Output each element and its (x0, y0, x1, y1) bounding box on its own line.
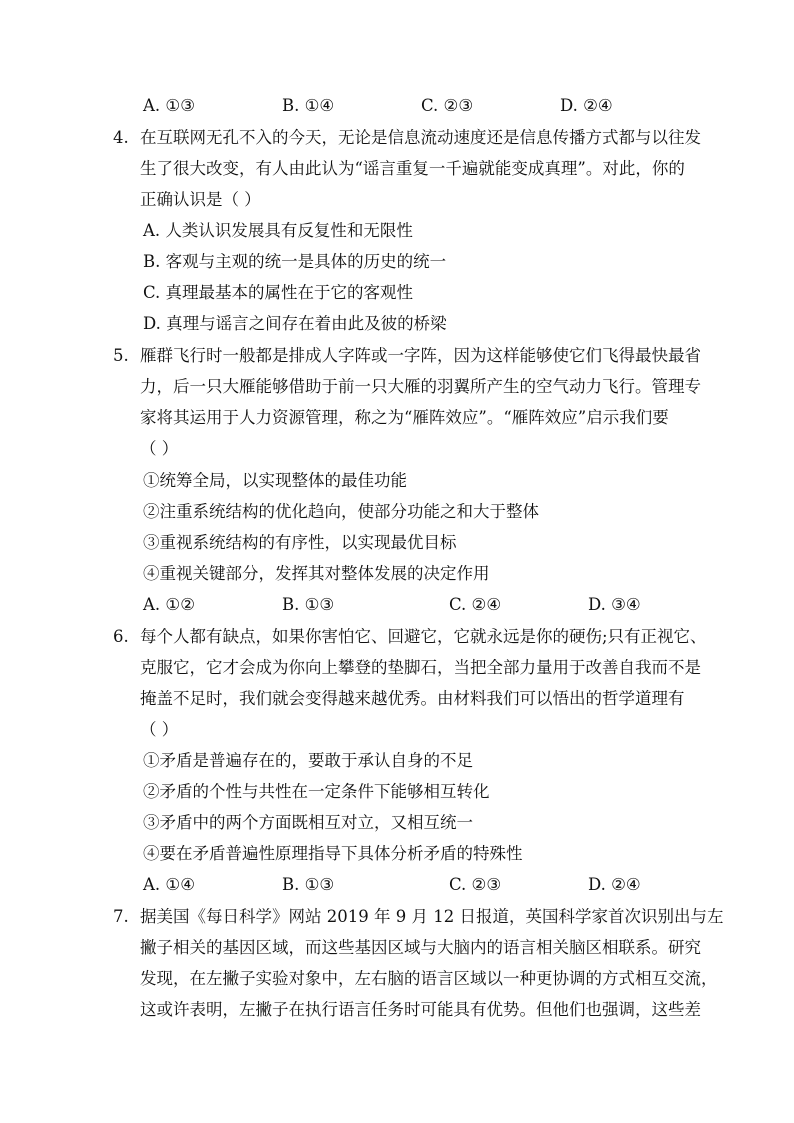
choice-a[interactable]: A. ①② (143, 595, 195, 614)
question-stem-line: 在互联网无孔不入的今天，无论是信息流动速度还是信息传播方式都与以往发 (140, 128, 701, 147)
answer-blank: （ ） (140, 439, 179, 458)
question-number: 7. (113, 907, 129, 926)
question-number: 6. (113, 627, 129, 646)
question-stem-line: 撇子相关的基因区域，而这些基因区域与大脑内的语言相关脑区相联系。研究 (140, 938, 701, 957)
statement-4: ④重视关键部分，发挥其对整体发展的决定作用 (143, 564, 490, 583)
question-stem-line: 据美国《每日科学》网站 2019 年 9 月 12 日报道，英国科学家首次识别出与左 (140, 907, 724, 926)
question-stem-line: 掩盖不足时，我们就会变得越来越优秀。由材料我们可以悟出的哲学道理有 (140, 689, 685, 708)
choice-d[interactable]: D. ③④ (588, 595, 641, 614)
question-stem-line: 家将其运用于人力资源管理，称之为“雁阵效应”。“雁阵效应”启示我们要 (140, 408, 669, 427)
question-stem-line: 正确认识是（ ） (140, 190, 261, 209)
choice-b[interactable]: B. ①③ (282, 595, 335, 614)
choice-a[interactable]: A. ①③ (143, 96, 195, 115)
answer-blank: （ ） (140, 720, 179, 739)
statement-2: ②注重系统结构的优化趋向，使部分功能之和大于整体 (143, 502, 539, 521)
choice-a[interactable]: A. ①④ (143, 875, 195, 894)
choice-d[interactable]: D. ②④ (588, 875, 641, 894)
choice-c[interactable]: C. ②③ (449, 875, 502, 894)
option-a[interactable]: A. 人类认识发展具有反复性和无限性 (143, 221, 413, 240)
question-stem-line: 每个人都有缺点，如果你害怕它、回避它，它就永远是你的硬伤;只有正视它、 (140, 627, 707, 646)
statement-3: ③矛盾中的两个方面既相互对立，又相互统一 (143, 813, 473, 832)
choice-d[interactable]: D. ②④ (560, 96, 613, 115)
question-stem-line: 克服它，它才会成为你向上攀登的垫脚石，当把全部力量用于改善自我而不是 (140, 658, 701, 677)
question-number: 5. (113, 346, 129, 365)
question-stem-line: 生了很大改变，有人由此认为“谣言重复一千遍就能变成真理”。对此，你的 (140, 159, 685, 178)
statement-1: ①统筹全局，以实现整体的最佳功能 (143, 471, 407, 490)
choice-c[interactable]: C. ②④ (449, 595, 502, 614)
question-stem-line: 发现，在左撇子实验对象中，左右脑的语言区域以一种更协调的方式相互交流， (140, 969, 718, 988)
option-c[interactable]: C. 真理最基本的属性在于它的客观性 (143, 283, 414, 302)
choice-b[interactable]: B. ①③ (282, 875, 335, 894)
statement-4: ④要在矛盾普遍性原理指导下具体分析矛盾的特殊性 (143, 844, 523, 863)
statement-2: ②矛盾的个性与共性在一定条件下能够相互转化 (143, 782, 490, 801)
question-stem-line: 这或许表明，左撇子在执行语言任务时可能具有优势。但他们也强调，这些差 (140, 1000, 701, 1019)
option-d[interactable]: D. 真理与谣言之间存在着由此及彼的桥梁 (143, 314, 447, 333)
option-b[interactable]: B. 客观与主观的统一是具体的历史的统一 (143, 252, 447, 271)
statement-1: ①矛盾是普遍存在的，要敢于承认自身的不足 (143, 751, 473, 770)
question-stem-line: 雁群飞行时一般都是排成人字阵或一字阵，因为这样能够使它们飞得最快最省 (140, 346, 701, 365)
choice-b[interactable]: B. ①④ (282, 96, 335, 115)
question-stem-line: 力，后一只大雁能够借助于前一只大雁的羽翼所产生的空气动力飞行。管理专 (140, 377, 701, 396)
choice-c[interactable]: C. ②③ (421, 96, 474, 115)
question-number: 4. (113, 128, 129, 147)
statement-3: ③重视系统结构的有序性，以实现最优目标 (143, 533, 457, 552)
